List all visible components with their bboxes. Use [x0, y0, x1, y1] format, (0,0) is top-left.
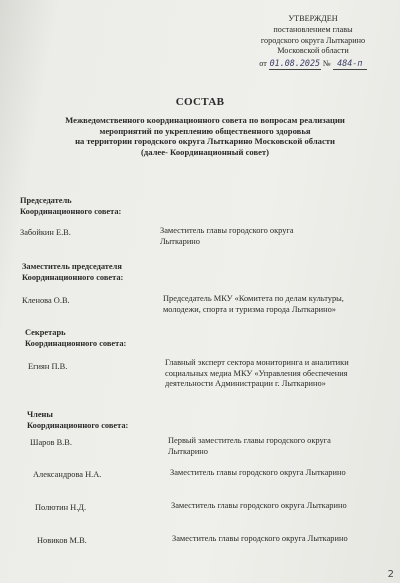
approval-block [248, 14, 378, 70]
member-position: Заместитель главы городского округа Лыткарино [171, 501, 347, 510]
approval-heading: УТВЕРЖДЕН [288, 14, 338, 23]
approval-line-4: Московской области [277, 46, 349, 56]
member-position: Заместитель главы городского округа Лыткарино [172, 534, 348, 543]
number-prefix: № [322, 59, 331, 69]
chairman-name: Забойкин Е.В. [20, 228, 71, 237]
document-title: СОСТАВ [175, 96, 225, 108]
member-position: Заместитель главы городского округа Лыткарино [170, 468, 346, 477]
member-name: Шаров В.В. [30, 438, 72, 447]
number-value: 484-п [333, 58, 367, 70]
member-name: Александрова Н.А. [33, 470, 102, 479]
deputy-position: Председатель МКУ «Комитета по делам культуры, молодежи, спорта и туризма города Лыткарино» [163, 294, 344, 314]
document-subtitle [28, 115, 382, 157]
member-position: Первый заместитель главы городского округа Лыткарино [168, 436, 331, 456]
members-role [27, 410, 128, 431]
subtitle-line-1: Межведомственного координационного совета по вопросам реализации [65, 115, 345, 125]
chairman-role-line-2: Координационного совета: [20, 206, 122, 216]
secretary-role-line-2: Координационного совета: [25, 338, 127, 348]
date-value: 01.08.2025 [269, 58, 321, 69]
deputy-name: Кленова О.В. [22, 296, 70, 305]
approval-line-2: постановлением главы [273, 24, 353, 34]
chairman-role [20, 196, 121, 217]
secretary-role-line-1: Секретарь [25, 328, 66, 337]
deputy-role-line-1: Заместитель председателя [22, 262, 122, 271]
chairman-position: Заместитель главы городского округа Лыткарино [160, 226, 294, 246]
chairman-role-line-1: Председатель [20, 196, 72, 205]
subtitle-line-4: (далее- Координационный совет) [141, 146, 269, 157]
secretary-position: Главный эксперт сектора мониторинга и аналитики социальных медиа МКУ «Управления обеспечения деятельности Администрации г. Лыткарино» [165, 358, 349, 389]
members-role-line-2: Координационного совета: [27, 420, 129, 430]
members-role-line-1: Члены [27, 410, 53, 419]
page-number: 2 [387, 569, 394, 580]
secretary-role [25, 328, 126, 349]
member-name: Новиков М.В. [37, 536, 87, 545]
approval-date-line [248, 58, 378, 70]
secretary-name: Егиян П.В. [28, 362, 68, 371]
subtitle-line-2: мероприятий по укреплению общественного здоровья [99, 125, 311, 136]
date-prefix: от [259, 59, 267, 69]
approval-line-3: городского округа Лыткарино [260, 35, 366, 45]
subtitle-line-3: на территории городского округа Лыткарино Московской области [75, 136, 335, 147]
member-name: Полютин Н.Д. [35, 503, 87, 512]
deputy-role-line-2: Координационного совета: [22, 272, 124, 282]
deputy-role [22, 262, 123, 283]
